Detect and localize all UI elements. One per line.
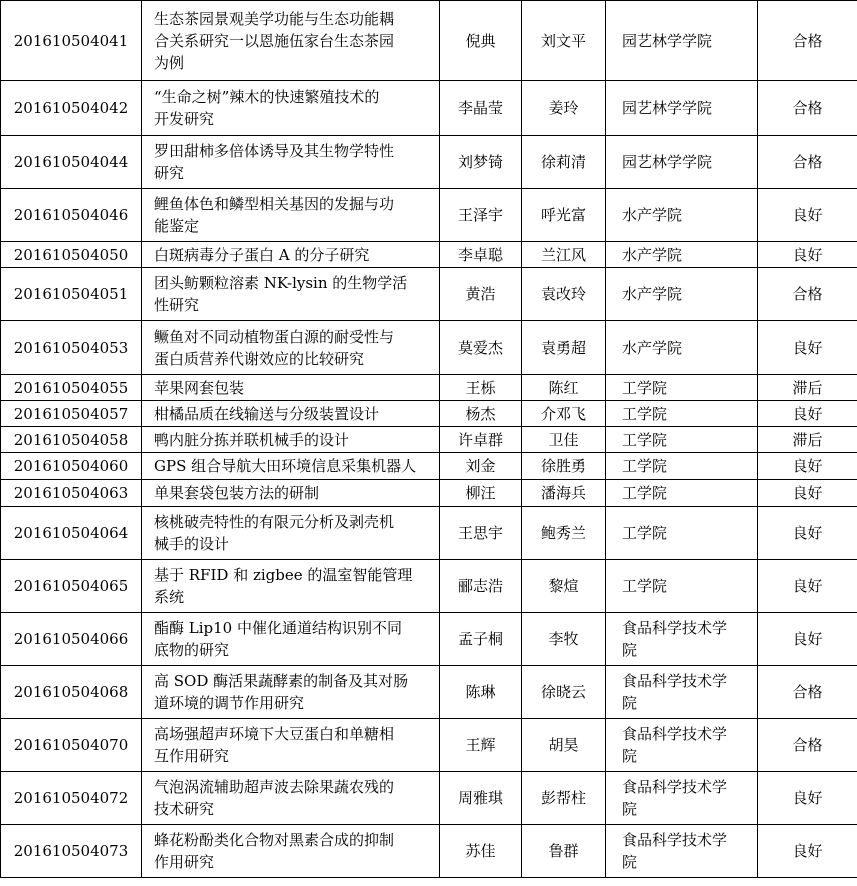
table-row (1, 427, 857, 453)
project-title-cell (142, 507, 440, 560)
project-title-cell-line: 蛋白质营养代谢效应的比较研究 (154, 349, 365, 368)
student-cell: 周雅琪 (440, 772, 522, 825)
project-id-cell: 201610504055 (1, 375, 142, 401)
advisor-cell: 潘海兵 (522, 480, 606, 507)
project-title-cell-line: 道环境的调节作用研究 (154, 694, 305, 712)
college-cell (606, 560, 758, 613)
grade-cell: 滞后 (758, 427, 857, 453)
project-title-cell-line: 气泡涡流辅助超声波去除果蔬农残的 (154, 778, 395, 796)
grade-cell: 良好 (758, 401, 857, 427)
table-row (1, 81, 857, 136)
student-cell: 陈琳 (440, 666, 522, 719)
table-row (1, 560, 857, 613)
project-id-cell: 201610504046 (1, 189, 142, 242)
project-title-cell (142, 401, 440, 427)
advisor-cell: 鲍秀兰 (522, 507, 606, 560)
project-id-cell: 201610504073 (1, 825, 142, 878)
project-title-cell-line: 研究 (154, 164, 185, 182)
student-cell: 苏佳 (440, 825, 522, 878)
project-id-cell: 201610504068 (1, 666, 142, 719)
project-title-cell-line: 酯酶 Lip10 中催化通道结构识别不同 (154, 619, 402, 637)
project-id-cell: 201610504057 (1, 401, 142, 427)
grade-cell: 良好 (758, 480, 857, 507)
grade-cell: 良好 (758, 507, 857, 560)
project-title-cell-line: 生态茶园景观美学功能与生态功能耦 (154, 9, 395, 28)
college-cell (606, 136, 758, 189)
project-title-cell-line: GPS 组合导航大田环境信息采集机器人 (154, 457, 417, 475)
project-title-cell (142, 268, 440, 321)
project-id-cell: 201610504064 (1, 507, 142, 560)
project-title-cell-line: 互作用研究 (154, 747, 230, 765)
project-title-cell (142, 1, 440, 81)
advisor-cell: 徐晓云 (522, 666, 606, 719)
project-id-cell: 201610504072 (1, 772, 142, 825)
college-cell-line: 食品科学技术学 (622, 725, 728, 743)
college-cell (606, 268, 758, 321)
college-cell-line: 食品科学技术学 (622, 778, 728, 796)
college-cell (606, 375, 758, 401)
student-cell: 郦志浩 (440, 560, 522, 613)
project-title-cell-line: 械手的设计 (154, 535, 230, 553)
project-title-cell (142, 772, 440, 825)
project-title-cell (142, 136, 440, 189)
college-cell-line: 院 (622, 853, 638, 871)
table-row (1, 480, 857, 507)
table-row (1, 321, 857, 375)
project-title-cell-line: 白斑病毒分子蛋白 A 的分子研究 (154, 245, 370, 264)
advisor-cell: 袁改玲 (522, 268, 606, 321)
college-cell-line: 园艺林学学院 (622, 99, 713, 117)
project-title-cell-line: 罗田甜柿多倍体诱导及其生物学特性 (154, 142, 395, 160)
project-id-cell: 201610504066 (1, 613, 142, 666)
college-cell (606, 453, 758, 480)
college-cell (606, 1, 758, 81)
project-title-cell (142, 613, 440, 666)
student-cell: 王辉 (440, 719, 522, 772)
grade-cell: 良好 (758, 613, 857, 666)
college-cell (606, 825, 758, 878)
project-title-cell (142, 375, 440, 401)
table-row (1, 666, 857, 719)
grade-cell: 合格 (758, 666, 857, 719)
project-title-cell (142, 825, 440, 878)
college-cell (606, 772, 758, 825)
college-cell-line: 工学院 (622, 378, 668, 397)
project-title-cell (142, 81, 440, 136)
college-cell (606, 81, 758, 136)
grade-cell: 合格 (758, 81, 857, 136)
project-title-cell-line: 鸭内脏分拣并联机械手的设计 (154, 430, 350, 449)
project-title-cell-line: 技术研究 (154, 800, 215, 818)
advisor-cell: 彭帮柱 (522, 772, 606, 825)
project-title-cell-line: 高 SOD 酶活果蔬酵素的制备及其对肠 (154, 672, 409, 690)
student-cell: 杨杰 (440, 401, 522, 427)
grade-cell: 良好 (758, 242, 857, 268)
college-cell-line: 食品科学技术学 (622, 672, 728, 690)
project-title-cell-line: 作用研究 (154, 853, 215, 871)
project-title-cell (142, 321, 440, 375)
project-id-cell: 201610504041 (1, 1, 142, 81)
grade-cell: 良好 (758, 772, 857, 825)
college-cell-line: 工学院 (622, 484, 668, 502)
project-id-cell: 201610504053 (1, 321, 142, 375)
project-id-cell: 201610504050 (1, 242, 142, 268)
student-cell: 刘梦锜 (440, 136, 522, 189)
advisor-cell: 姜玲 (522, 81, 606, 136)
advisor-cell: 黎煊 (522, 560, 606, 613)
college-cell (606, 242, 758, 268)
table-row (1, 772, 857, 825)
table-row (1, 1, 857, 81)
grade-cell: 良好 (758, 321, 857, 375)
college-cell (606, 480, 758, 507)
project-title-cell (142, 719, 440, 772)
grade-cell: 良好 (758, 825, 857, 878)
project-title-cell-line: 能鉴定 (154, 217, 200, 235)
table-row (1, 189, 857, 242)
project-id-cell: 201610504042 (1, 81, 142, 136)
advisor-cell: 徐莉清 (522, 136, 606, 189)
student-cell: 王泽宇 (440, 189, 522, 242)
advisor-cell: 兰江风 (522, 242, 606, 268)
table-row (1, 242, 857, 268)
project-title-cell-line: 核桃破壳特性的有限元分析及剥壳机 (154, 513, 395, 531)
college-cell (606, 507, 758, 560)
project-title-cell (142, 242, 440, 268)
project-title-cell-line: 开发研究 (154, 110, 215, 128)
college-cell (606, 321, 758, 375)
project-title-cell (142, 666, 440, 719)
college-cell-line: 水产学院 (622, 206, 683, 224)
project-title-cell-line: 合关系研究一以恩施伍家台生态茶园 (154, 31, 395, 50)
college-cell (606, 401, 758, 427)
college-cell (606, 666, 758, 719)
college-cell-line: 水产学院 (622, 245, 683, 264)
project-title-cell-line: 系统 (154, 588, 185, 606)
college-cell-line: 工学院 (622, 404, 668, 423)
project-title-cell-line: 蜂花粉酚类化合物对黑素合成的抑制 (154, 831, 395, 849)
grade-cell: 良好 (758, 189, 857, 242)
college-cell-line: 工学院 (622, 524, 668, 542)
college-cell-line: 院 (622, 800, 638, 818)
college-cell (606, 613, 758, 666)
project-title-cell-line: 基于 RFID 和 zigbee 的温室智能管理 (154, 566, 413, 584)
advisor-cell: 陈红 (522, 375, 606, 401)
student-cell: 李卓聪 (440, 242, 522, 268)
advisor-cell: 呼光富 (522, 189, 606, 242)
advisor-cell: 胡昊 (522, 719, 606, 772)
project-title-cell-line: 苹果网套包装 (154, 378, 245, 397)
project-title-cell-line: “生命之树”辣木的快速繁殖技术的 (154, 88, 380, 106)
college-cell (606, 427, 758, 453)
project-id-cell: 201610504063 (1, 480, 142, 507)
table-body (1, 1, 857, 878)
project-id-cell: 201610504044 (1, 136, 142, 189)
student-cell: 莫爱杰 (440, 321, 522, 375)
project-id-cell: 201610504058 (1, 427, 142, 453)
advisor-cell: 袁勇超 (522, 321, 606, 375)
project-title-cell-line: 为例 (154, 53, 185, 72)
grade-cell: 良好 (758, 560, 857, 613)
project-title-cell (142, 560, 440, 613)
college-cell-line: 工学院 (622, 430, 668, 449)
college-cell-line: 水产学院 (622, 338, 683, 357)
project-title-cell-line: 鲤鱼体色和鳞型相关基因的发掘与功 (154, 195, 395, 213)
grade-cell: 滞后 (758, 375, 857, 401)
college-cell-line: 院 (622, 694, 638, 712)
project-title-cell (142, 189, 440, 242)
college-cell (606, 189, 758, 242)
project-title-cell-line: 高场强超声环境下大豆蛋白和单糖相 (154, 725, 395, 743)
table-row (1, 507, 857, 560)
student-cell: 倪典 (440, 1, 522, 81)
college-cell-line: 园艺林学学院 (622, 31, 713, 50)
project-title-cell (142, 427, 440, 453)
student-cell: 孟子桐 (440, 613, 522, 666)
project-id-cell: 201610504065 (1, 560, 142, 613)
college-cell-line: 工学院 (622, 577, 668, 595)
table-row (1, 401, 857, 427)
student-cell: 许卓群 (440, 427, 522, 453)
student-cell: 王栎 (440, 375, 522, 401)
project-title-cell-line: 底物的研究 (154, 641, 230, 659)
grade-cell: 合格 (758, 719, 857, 772)
advisor-cell: 卫佳 (522, 427, 606, 453)
table-row (1, 613, 857, 666)
table-row (1, 268, 857, 321)
college-cell (606, 719, 758, 772)
advisor-cell: 鲁群 (522, 825, 606, 878)
project-id-cell: 201610504051 (1, 268, 142, 321)
grade-cell: 合格 (758, 1, 857, 81)
table-row (1, 375, 857, 401)
college-cell-line: 工学院 (622, 457, 668, 475)
student-cell: 李晶莹 (440, 81, 522, 136)
college-cell-line: 院 (622, 747, 638, 765)
project-title-cell-line: 性研究 (154, 296, 200, 314)
project-title-cell-line: 鳜鱼对不同动植物蛋白源的耐受性与 (154, 327, 395, 346)
student-cell: 刘金 (440, 453, 522, 480)
project-title-cell-line: 单果套袋包装方法的研制 (154, 484, 320, 502)
college-cell-line: 园艺林学学院 (622, 153, 713, 171)
student-cell: 柳汪 (440, 480, 522, 507)
advisor-cell: 李牧 (522, 613, 606, 666)
table-row (1, 719, 857, 772)
student-cell: 黄浩 (440, 268, 522, 321)
grade-cell: 合格 (758, 136, 857, 189)
college-cell-line: 院 (622, 641, 638, 659)
student-cell: 王思宇 (440, 507, 522, 560)
project-id-cell: 201610504070 (1, 719, 142, 772)
project-title-cell-line: 柑橘品质在线输送与分级装置设计 (154, 404, 380, 423)
advisor-cell: 介邓飞 (522, 401, 606, 427)
college-cell-line: 食品科学技术学 (622, 619, 728, 637)
advisor-cell: 徐胜勇 (522, 453, 606, 480)
project-title-cell (142, 480, 440, 507)
project-title-cell-line: 团头鲂颗粒溶素 NK-lysin 的生物学活 (154, 274, 408, 292)
project-id-cell: 201610504060 (1, 453, 142, 480)
table-row (1, 136, 857, 189)
college-cell-line: 水产学院 (622, 285, 683, 303)
project-title-cell (142, 453, 440, 480)
college-cell-line: 食品科学技术学 (622, 831, 728, 849)
table-row (1, 825, 857, 878)
table-row (1, 453, 857, 480)
grade-cell: 良好 (758, 453, 857, 480)
grade-cell: 合格 (758, 268, 857, 321)
advisor-cell: 刘文平 (522, 1, 606, 81)
